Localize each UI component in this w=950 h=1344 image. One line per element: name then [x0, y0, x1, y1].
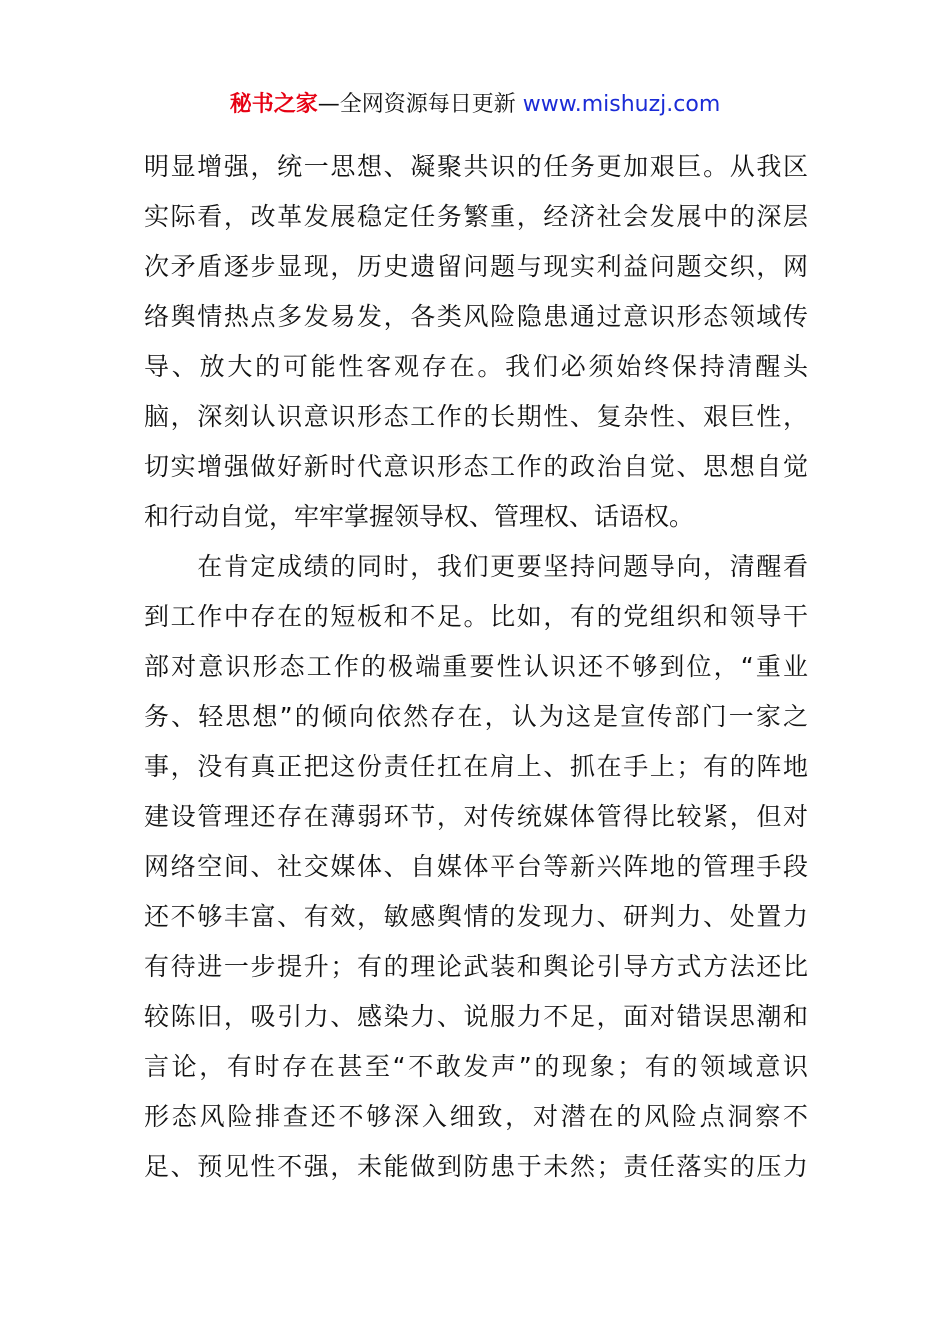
text-line: 导、放大的可能性客观存在。我们必须始终保持清醒头: [144, 352, 808, 381]
text-line: 部对意识形态工作的极端重要性认识还不够到位，“重业: [144, 652, 808, 681]
text-line: 建设管理还存在薄弱环节，对传统媒体管得比较紧，但对: [144, 802, 808, 831]
paragraph-end-line: 和行动自觉，牢牢掌握领导权、管理权、话语权。: [144, 502, 695, 531]
text-line: 络舆情热点多发易发，各类风险隐患通过意识形态领域传: [144, 302, 808, 331]
text-line: 务、轻思想”的倾向依然存在，认为这是宣传部门一家之: [144, 702, 808, 731]
text-line: 明显增强，统一思想、凝聚共识的任务更加艰巨。从我区: [144, 152, 808, 181]
text-line: 形态风险排查还不够深入细致，对潜在的风险点洞察不: [144, 1102, 808, 1131]
text-line: 较陈旧，吸引力、感染力、说服力不足，面对错误思潮和: [144, 1002, 808, 1031]
text-line: 还不够丰富、有效，敏感舆情的发现力、研判力、处置力: [144, 902, 808, 931]
text-line: 有待进一步提升；有的理论武装和舆论引导方式方法还比: [144, 952, 808, 981]
text-line: 实际看，改革发展稳定任务繁重，经济社会发展中的深层: [144, 202, 808, 231]
text-line: 次矛盾逐步显现，历史遗留问题与现实利益问题交织，网: [144, 252, 808, 281]
header-tagline: —全网资源每日更新: [317, 92, 523, 117]
text-line: 脑，深刻认识意识形态工作的长期性、复杂性、艰巨性，: [144, 402, 808, 431]
brand-name: 秘书之家: [229, 92, 318, 117]
text-line: 足、预见性不强，未能做到防患于未然；责任落实的压力: [144, 1152, 808, 1181]
text-line: 事，没有真正把这份责任扛在肩上、抓在手上；有的阵地: [144, 752, 808, 781]
site-url-link[interactable]: www.mishuzj.com: [522, 92, 721, 117]
text-line: 到工作中存在的短板和不足。比如，有的党组织和领导干: [144, 602, 808, 631]
text-line: 网络空间、社交媒体、自媒体平台等新兴阵地的管理手段: [144, 852, 808, 881]
document-body: [144, 142, 808, 1192]
text-line: 言论，有时存在甚至“不敢发声”的现象；有的领域意识: [144, 1052, 808, 1081]
paragraph-start-line: 在肯定成绩的同时，我们更要坚持问题导向，清醒看: [144, 552, 808, 581]
text-line: 切实增强做好新时代意识形态工作的政治自觉、思想自觉: [144, 452, 808, 481]
site-header: [0, 88, 950, 122]
